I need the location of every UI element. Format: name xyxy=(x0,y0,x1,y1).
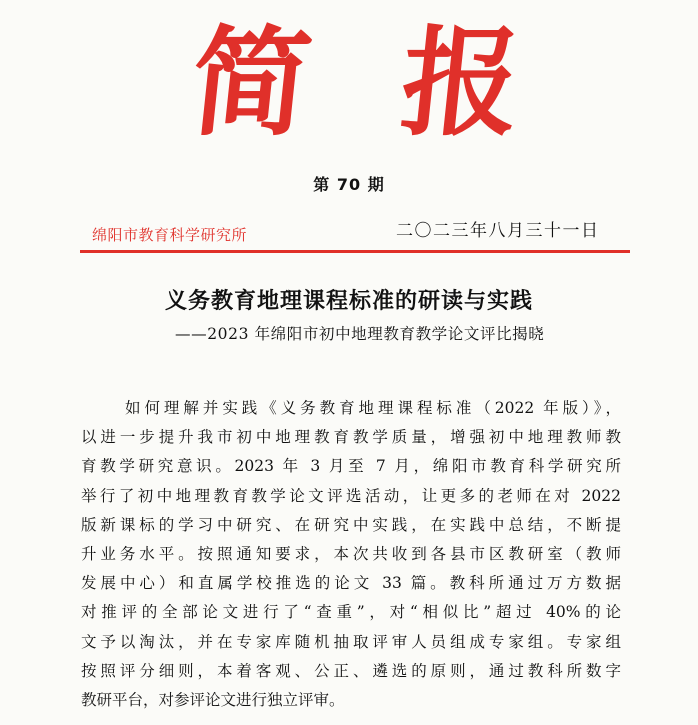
body-line: 按照评分细则，本着客观、公正、遴选的原则，通过教科所数字 xyxy=(81,661,621,680)
organization-name: 绵阳市教育科学研究所 xyxy=(92,226,248,244)
body-line: 升业务水平。按照通知要求，本次共收到各县市区教研室（教师 xyxy=(81,544,621,563)
body-line: 举行了初中地理教育教学论文评选活动，让更多的老师在对 2022 xyxy=(81,486,621,505)
header-divider xyxy=(80,250,630,253)
masthead-logo xyxy=(170,13,550,158)
publication-date: 二〇二三年八月三十一日 xyxy=(396,221,600,241)
body-line: 文予以淘汰，并在专家库随机抽取评审人员组成专家组。专家组 xyxy=(81,632,621,651)
body-line: 版新课标的学习中研究、在研究中实践，在实践中总结，不断提 xyxy=(81,515,621,534)
body-line: 如何理解并实践《义务教育地理课程标准（2022 年版）》， xyxy=(125,399,621,417)
article-subheadline: ——2023 年绵阳市初中地理教育教学论文评比揭晓 xyxy=(175,325,545,343)
article-body xyxy=(81,394,621,715)
article-headline: 义务教育地理课程标准的研读与实践 xyxy=(164,289,533,314)
masthead-char-bao: 报 xyxy=(394,13,528,152)
body-line: 发展中心）和直属学校推选的论文 33 篇。教科所通过万方数据 xyxy=(81,574,621,593)
issue-number: 第 70 期 xyxy=(313,175,385,194)
body-line: 教研平台，对参评论文进行独立评审。 xyxy=(81,690,345,709)
body-line: 以进一步提升我市初中地理教育教学质量，增强初中地理教师教 xyxy=(81,428,621,447)
body-line: 对推评的全部论文进行了“查重”，对“相似比”超过 40%的论 xyxy=(81,603,621,622)
body-line: 育教学研究意识。2023 年 3 月至 7 月，绵阳市教育科学研究所 xyxy=(81,457,621,476)
masthead-char-jian: 简 xyxy=(184,13,318,152)
